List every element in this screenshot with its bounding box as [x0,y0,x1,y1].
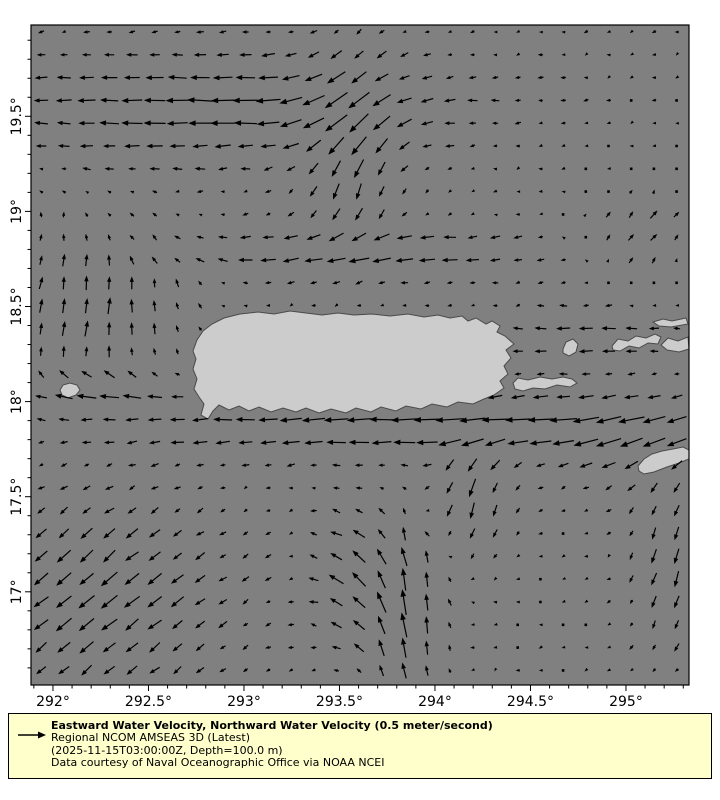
x-tick-label: 293° [227,694,261,710]
y-tick-label: 18° [9,389,25,415]
reference-arrow-icon [17,730,47,740]
land-puerto-rico [193,311,514,419]
y-tick-label: 19° [9,198,25,224]
y-axis [9,40,31,668]
legend-line-time-depth: (2025-11-15T03:00:00Z, Depth=100.0 m) [51,743,283,757]
legend-text [51,714,493,770]
x-tick-label: 294° [418,694,452,710]
x-tick-label: 293.5° [315,694,364,710]
legend-line-courtesy: Data courtesy of Naval Oceanographic Office via NOAA NCEI [51,756,385,770]
y-tick-label: 17° [9,579,25,605]
legend-title: Eastward Water Velocity, Northward Water Velocity (0.5 meter/second) [51,719,493,732]
x-axis [34,685,683,710]
x-tick-label: 292° [36,694,70,710]
y-tick-label: 18.5° [9,287,25,326]
y-tick-label: 19.5° [9,97,25,136]
x-tick-label: 292.5° [124,694,173,710]
y-tick-label: 17.5° [9,477,25,516]
reference-arrow-wrap [9,714,51,744]
x-tick-label: 294.5° [506,694,555,710]
x-tick-label: 295° [609,694,643,710]
legend-line-model: Regional NCOM AMSEAS 3D (Latest) [51,731,250,745]
legend-box [8,713,712,779]
